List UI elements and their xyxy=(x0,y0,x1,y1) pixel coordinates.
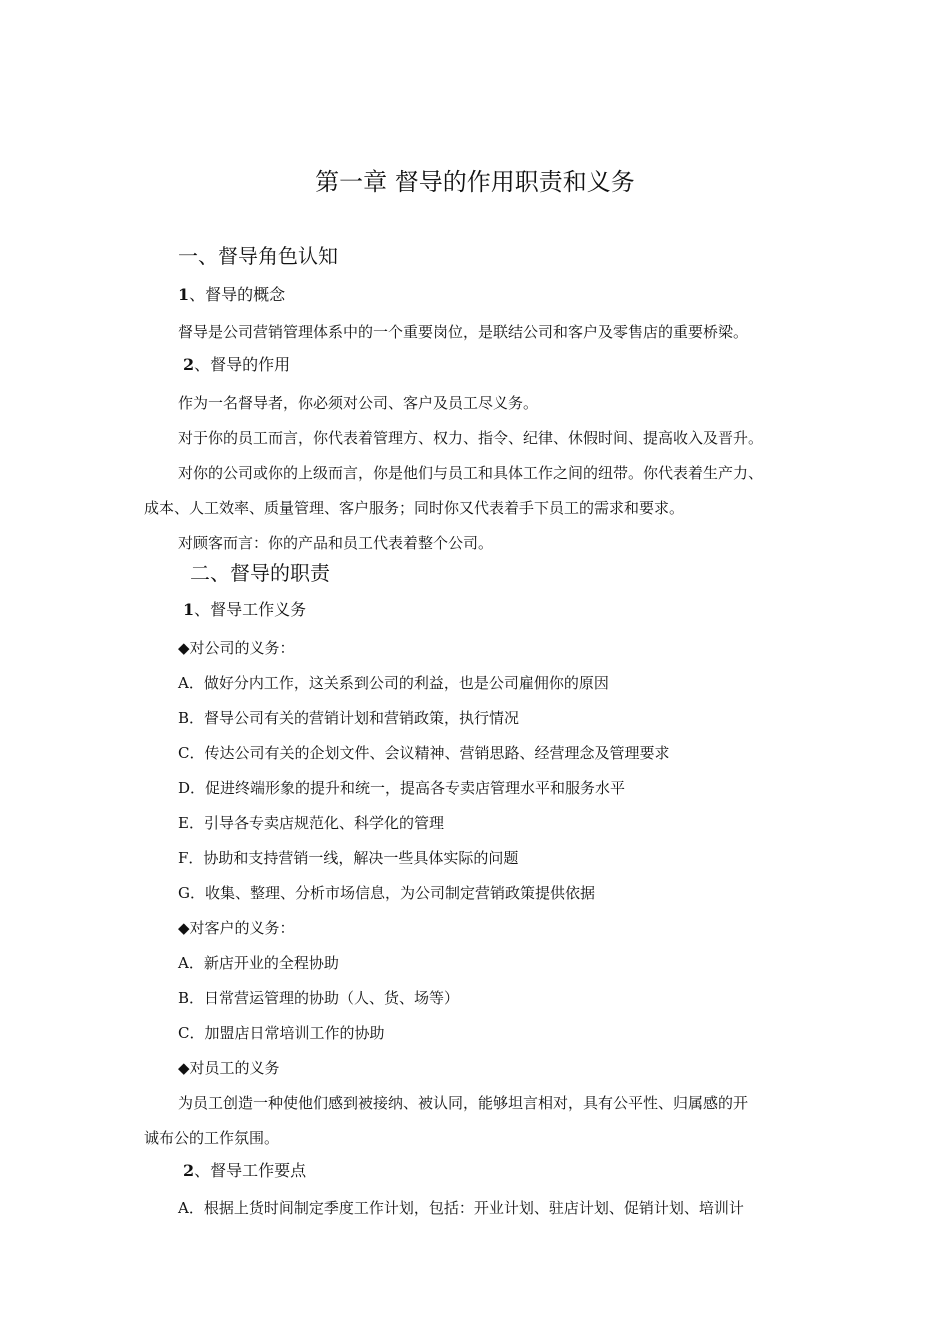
paragraph: 为员工创造一种使他们感到被接纳、被认同，能够坦言相对，具有公平性、归属感的开 xyxy=(178,1094,749,1112)
subheading-text: 、督导的作用 xyxy=(194,355,291,374)
staff-duties-heading: ◆对员工的义务 xyxy=(178,1059,280,1077)
list-item: F．协助和支持营销一线，解决一些具体实际的问题 xyxy=(178,849,519,867)
list-item: A．新店开业的全程协助 xyxy=(178,954,339,972)
paragraph: 对你的公司或你的上级而言，你是他们与员工和具体工作之间的纽带。你代表着生产力、 xyxy=(178,464,764,482)
paragraph: 作为一名督导者，你必须对公司、客户及员工尽义务。 xyxy=(178,394,539,412)
paragraph: 对顾客而言：你的产品和员工代表着整个公司。 xyxy=(178,534,494,552)
paragraph: A．根据上货时间制定季度工作计划，包括：开业计划、驻店计划、促销计划、培训计 xyxy=(178,1199,744,1217)
paragraph: 督导是公司营销管理体系中的一个重要岗位，是联结公司和客户及零售店的重要桥梁。 xyxy=(178,323,749,341)
paragraph: 对于你的员工而言，你代表着管理方、权力、指令、纪律、休假时间、提高收入及晋升。 xyxy=(178,429,764,447)
list-item: E．引导各专卖店规范化、科学化的管理 xyxy=(178,814,444,832)
section-2-subheading-1 xyxy=(183,599,306,621)
list-item: C．传达公司有关的企划文件、会议精神、营销思路、经营理念及管理要求 xyxy=(178,744,670,762)
section-1-subheading-1 xyxy=(178,284,285,306)
paragraph-continuation: 诚布公的工作氛围。 xyxy=(144,1129,280,1147)
subheading-text: 、督导工作要点 xyxy=(194,1161,307,1180)
company-duties-heading: ◆对公司的义务： xyxy=(178,639,295,657)
section-2-subheading-2 xyxy=(183,1160,306,1182)
list-item: A．做好分内工作，这关系到公司的利益，也是公司雇佣你的原因 xyxy=(178,674,609,692)
section-1-heading: 一、督导角色认知 xyxy=(178,244,338,268)
subheading-number: 2 xyxy=(183,1161,195,1180)
list-item: G．收集、整理、分析市场信息，为公司制定营销政策提供依据 xyxy=(178,884,595,902)
list-item: B．督导公司有关的营销计划和营销政策，执行情况 xyxy=(178,709,520,727)
subheading-number: 1 xyxy=(178,285,190,304)
chapter-title: 第一章 督导的作用职责和义务 xyxy=(315,168,635,196)
subheading-number: 2 xyxy=(183,355,195,374)
subheading-text: 、督导的概念 xyxy=(189,285,286,304)
paragraph-continuation: 成本、人工效率、质量管理、客户服务；同时你又代表着手下员工的需求和要求。 xyxy=(144,499,685,517)
list-item: B．日常营运管理的协助（人、货、场等） xyxy=(178,989,460,1007)
list-item: C．加盟店日常培训工作的协助 xyxy=(178,1024,385,1042)
subheading-number: 1 xyxy=(183,600,195,619)
customer-duties-heading: ◆对客户的义务： xyxy=(178,919,295,937)
list-item: D．促进终端形象的提升和统一，提高各专卖店管理水平和服务水平 xyxy=(178,779,626,797)
section-2-heading: 二、督导的职责 xyxy=(190,561,330,585)
subheading-text: 、督导工作义务 xyxy=(194,600,307,619)
section-1-subheading-2 xyxy=(183,354,290,376)
